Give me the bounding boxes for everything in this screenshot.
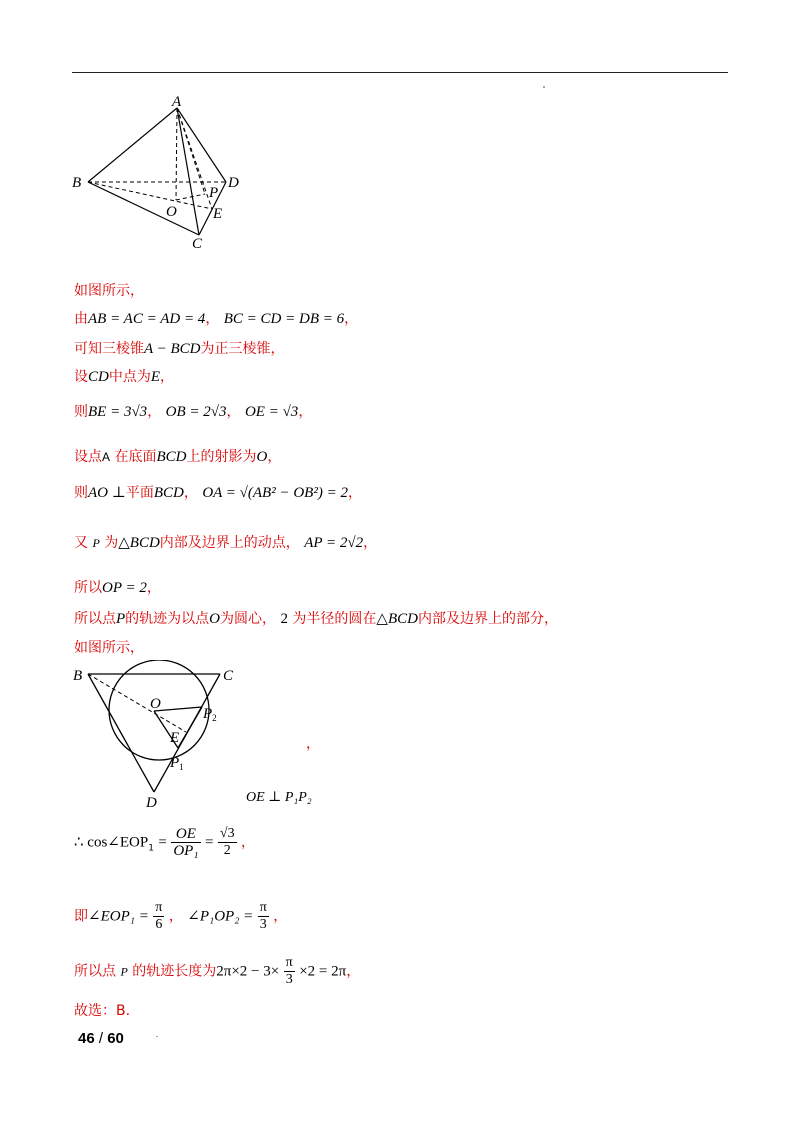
label-D2: D	[146, 795, 157, 811]
label-E2: E	[170, 730, 180, 746]
circle-triangle-figure	[66, 660, 246, 812]
label-B: B	[72, 175, 82, 191]
text-line-16: 故选：B.	[74, 1003, 131, 1019]
fraction-pi-3: $\frac{\pi}{3}$	[259, 900, 267, 932]
text-line-11: 如图所示，	[74, 640, 144, 656]
label-O2: O	[150, 696, 161, 712]
fraction-sqrt3-2: $\frac{√3}{2}$	[219, 826, 235, 858]
fraction-oe-op1: $\frac{OE}{\text{OP₁}}$	[173, 826, 199, 859]
oe-perp-note: OE ⊥ P₁P₂	[246, 790, 312, 805]
label-E: E	[213, 206, 223, 222]
text-line-15: 所以点 P 的轨迹长度为2π×2 − 3× $\frac{\pi}{3}$ ×2 = 2π，	[74, 955, 361, 987]
text-line-3: 可知三棱锥A − BCD为正三棱锥，	[74, 341, 285, 357]
text-line-6: 设点A 在底面BCD上的射影为O，	[74, 449, 282, 465]
fraction-pi-6: $\frac{\pi}{6}$	[155, 900, 163, 932]
text-line-2: 由AB = AC = AD = 4， BC = CD = DB = 6，	[74, 311, 359, 327]
fraction-pi-3b: $\frac{\pi}{3}$	[285, 955, 293, 987]
header-rule	[72, 72, 728, 73]
text-line-8: 又 P 为△BCD内部及边界上的动点， AP = 2√2，	[74, 535, 378, 551]
text-line-10: 所以点P的轨迹为以点O为圆心， 2 为半径的圆在△BCD内部及边界上的部分，	[74, 611, 558, 627]
label-B2: B	[73, 668, 83, 684]
label-P2: $P_2$	[203, 706, 217, 723]
text-line-5: 则BE = 3√3， OB = 2√3， OE = √3，	[74, 404, 313, 420]
text-line-7: 则AO ⊥平面BCD， OA = √(AB² − OB²) = 2，	[74, 485, 362, 501]
red-comma: ，	[306, 737, 320, 752]
label-D: D	[228, 175, 239, 191]
label-P: P	[209, 185, 219, 201]
tetrahedron-figure	[66, 92, 266, 257]
text-line-14: 即∠EOP₁ = $\frac{\pi}{6}$ ， ∠P₁OP₂ = $\frac{\pi}{3}$ ，	[74, 900, 288, 932]
speck-2	[156, 1036, 158, 1037]
text-line-1: 如图所示，	[74, 283, 144, 299]
text-line-13: ∴ $\cos\angle EOP_1$ = $\frac{OE}{\text{OP₁}}$ = $\frac{√3}{2}$ ，	[74, 826, 256, 859]
label-O: O	[166, 204, 177, 220]
speck	[543, 86, 545, 88]
text-line-9: 所以OP = 2，	[74, 580, 161, 596]
text-line-4: 设CD中点为E，	[74, 369, 175, 385]
label-P1: $P_1$	[170, 755, 184, 772]
label-A: A	[172, 94, 182, 110]
label-C: C	[192, 236, 203, 252]
label-C2: C	[223, 668, 234, 684]
page-number: 46 / 60	[78, 1030, 124, 1047]
